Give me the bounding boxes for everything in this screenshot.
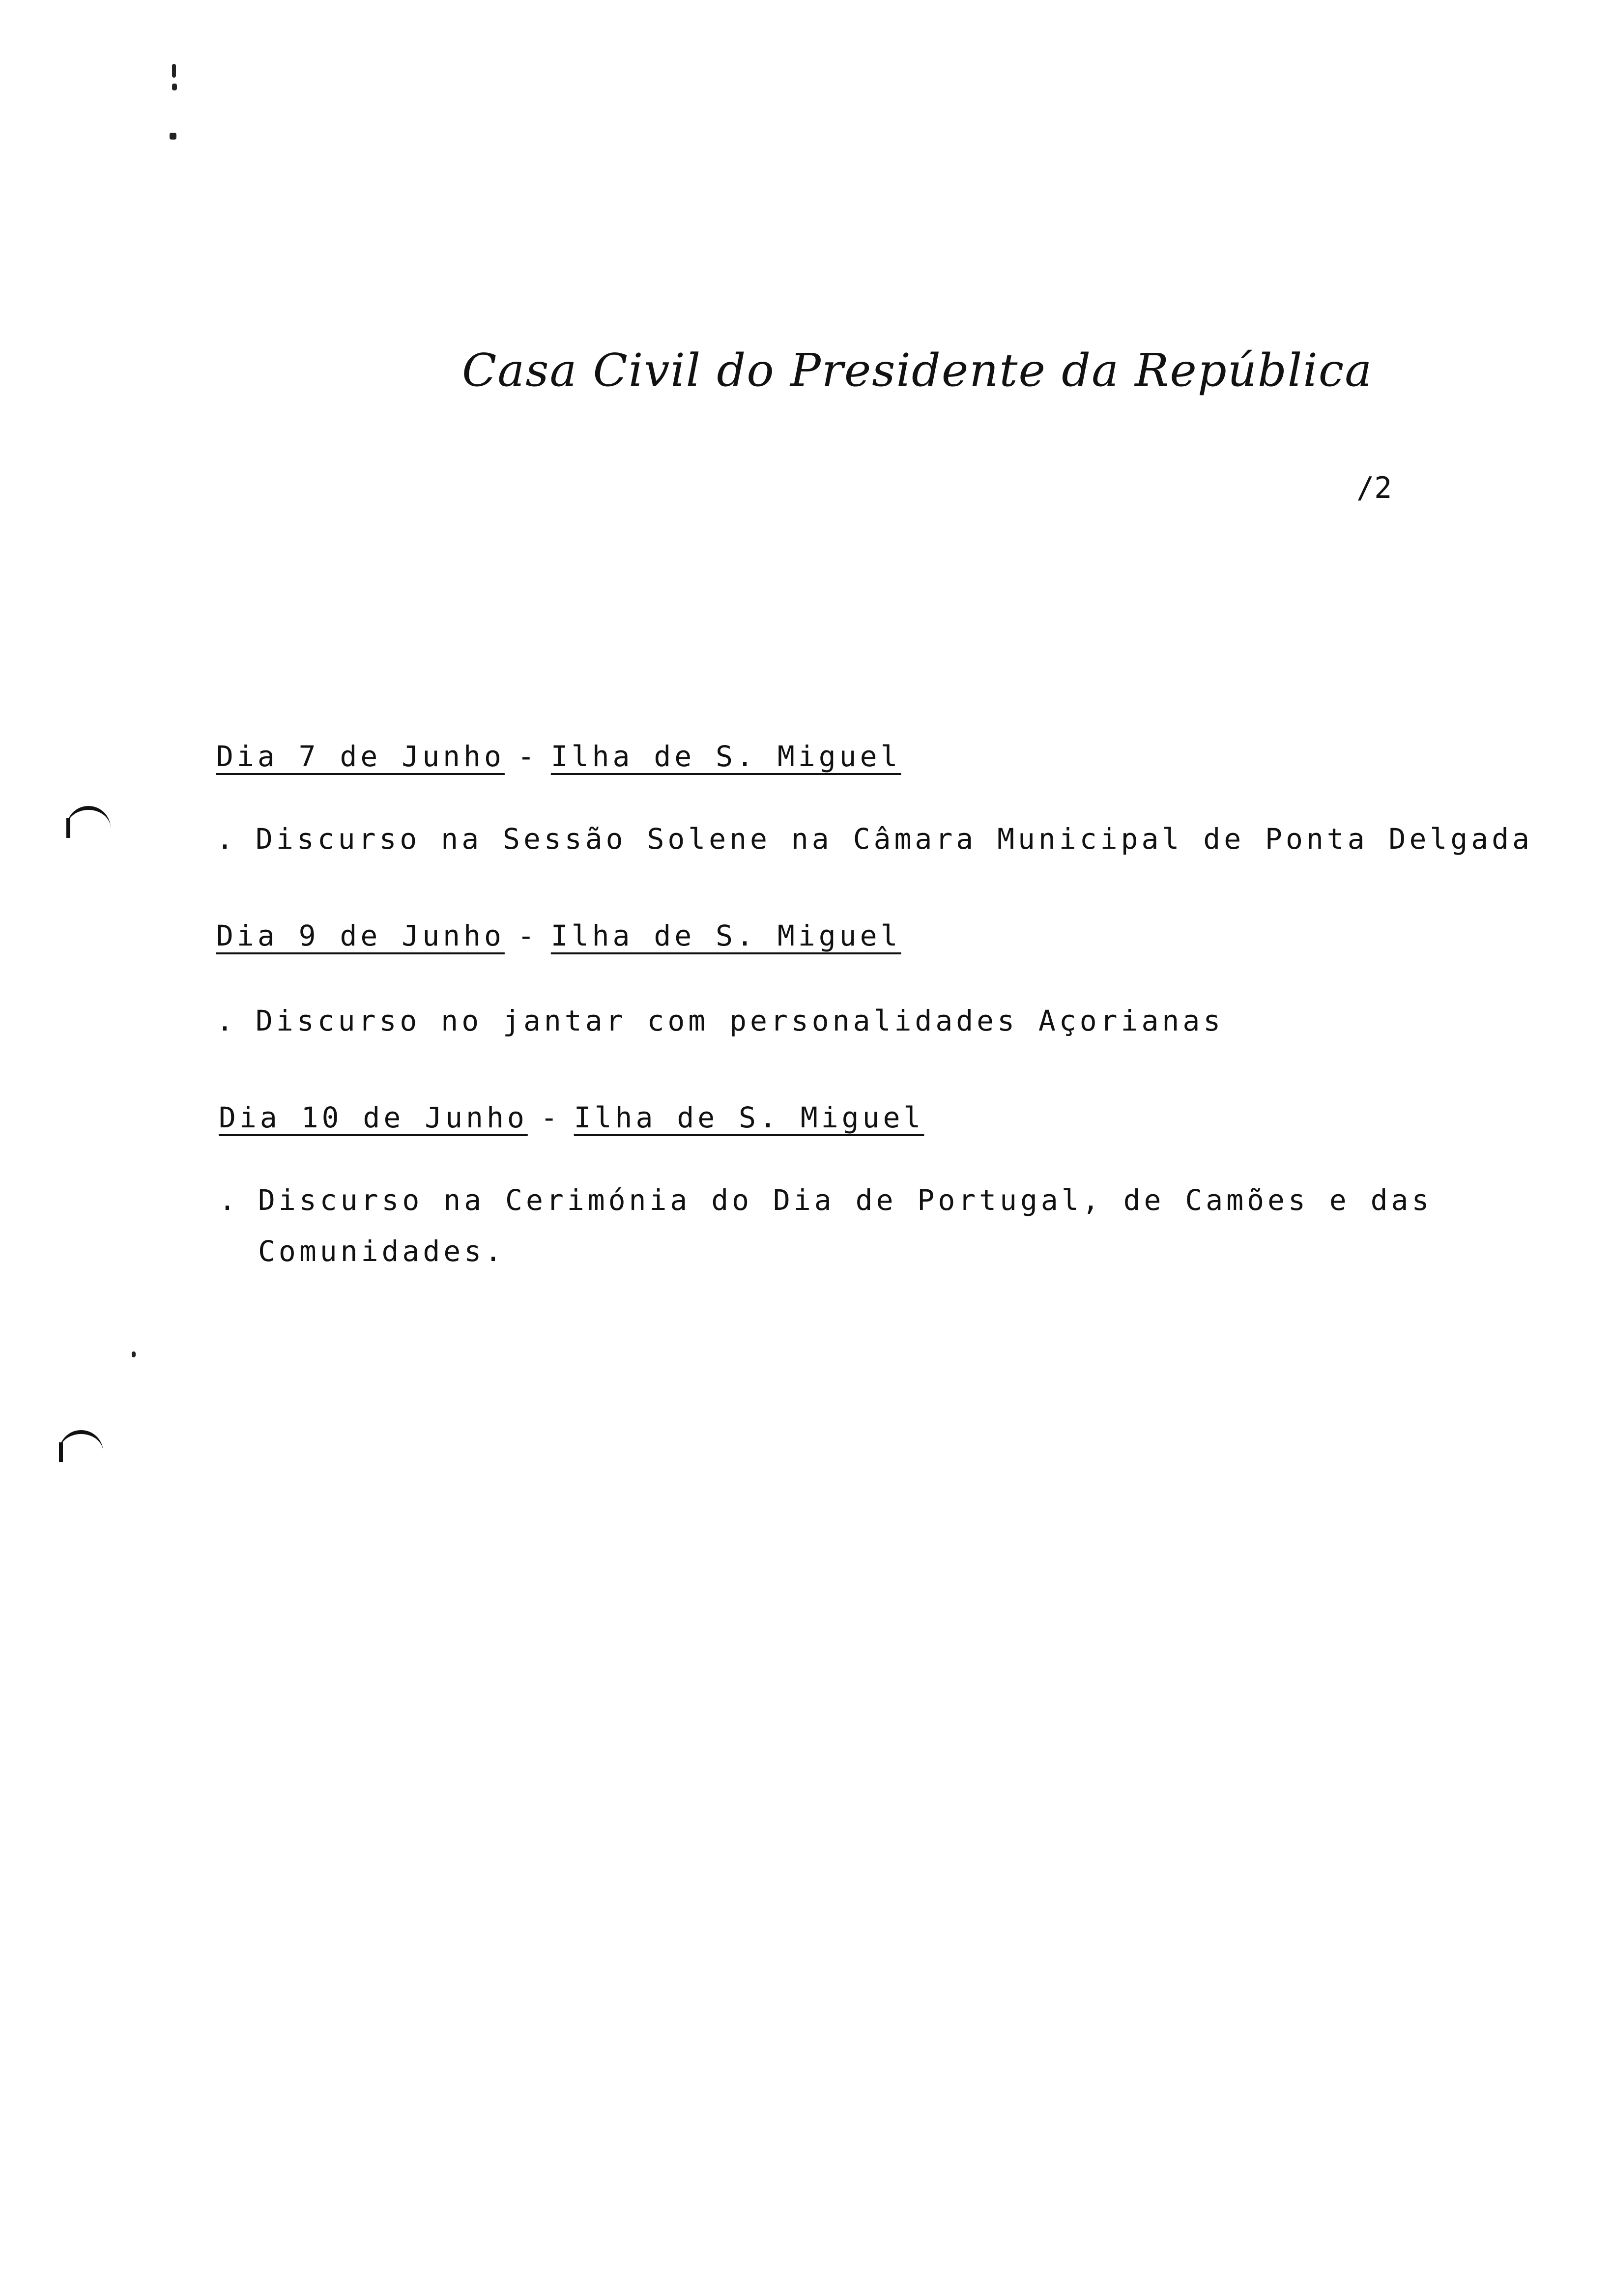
letterhead: Casa Civil do Presidente da República xyxy=(462,344,1373,397)
entry-date: Dia 7 de Junho xyxy=(216,740,505,773)
entry-heading xyxy=(216,740,901,773)
entry-location: Ilha de S. Miguel xyxy=(550,740,901,773)
entry-date: Dia 9 de Junho xyxy=(216,919,505,952)
bullet: . xyxy=(216,822,237,856)
punch-hole-mark xyxy=(66,806,111,839)
entry-item xyxy=(216,995,1224,1046)
punch-hole-mark xyxy=(66,818,70,838)
entry-item-text: Discurso na Cerimónia do Dia de Portugal, de Camões e das xyxy=(258,1183,1433,1217)
page-number: /2 xyxy=(1356,471,1392,505)
scan-speck xyxy=(170,133,176,140)
punch-hole-mark xyxy=(59,1442,63,1462)
entry-location: Ilha de S. Miguel xyxy=(574,1101,924,1134)
entry-item xyxy=(219,1175,1432,1277)
bullet: . xyxy=(216,1004,237,1037)
entry-heading xyxy=(216,919,901,952)
entry-separator: - xyxy=(540,1101,561,1134)
scan-speck xyxy=(172,64,176,78)
entry-heading xyxy=(219,1101,924,1134)
scan-speck xyxy=(172,84,177,90)
entry-separator: - xyxy=(517,919,538,952)
entry-location: Ilha de S. Miguel xyxy=(550,919,901,952)
entry-item-continuation: Comunidades. xyxy=(258,1234,506,1268)
entry-item-text: Discurso na Sessão Solene na Câmara Municipal de Ponta Delgada xyxy=(256,822,1533,856)
entry-separator: - xyxy=(517,740,538,773)
entry-date: Dia 10 de Junho xyxy=(219,1101,528,1134)
entry-item-text: Discurso no jantar com personalidades Açorianas xyxy=(256,1004,1224,1037)
bullet: . xyxy=(219,1183,239,1217)
entry-item xyxy=(216,813,1533,864)
punch-hole-mark xyxy=(59,1430,103,1464)
scan-speck xyxy=(132,1351,136,1357)
